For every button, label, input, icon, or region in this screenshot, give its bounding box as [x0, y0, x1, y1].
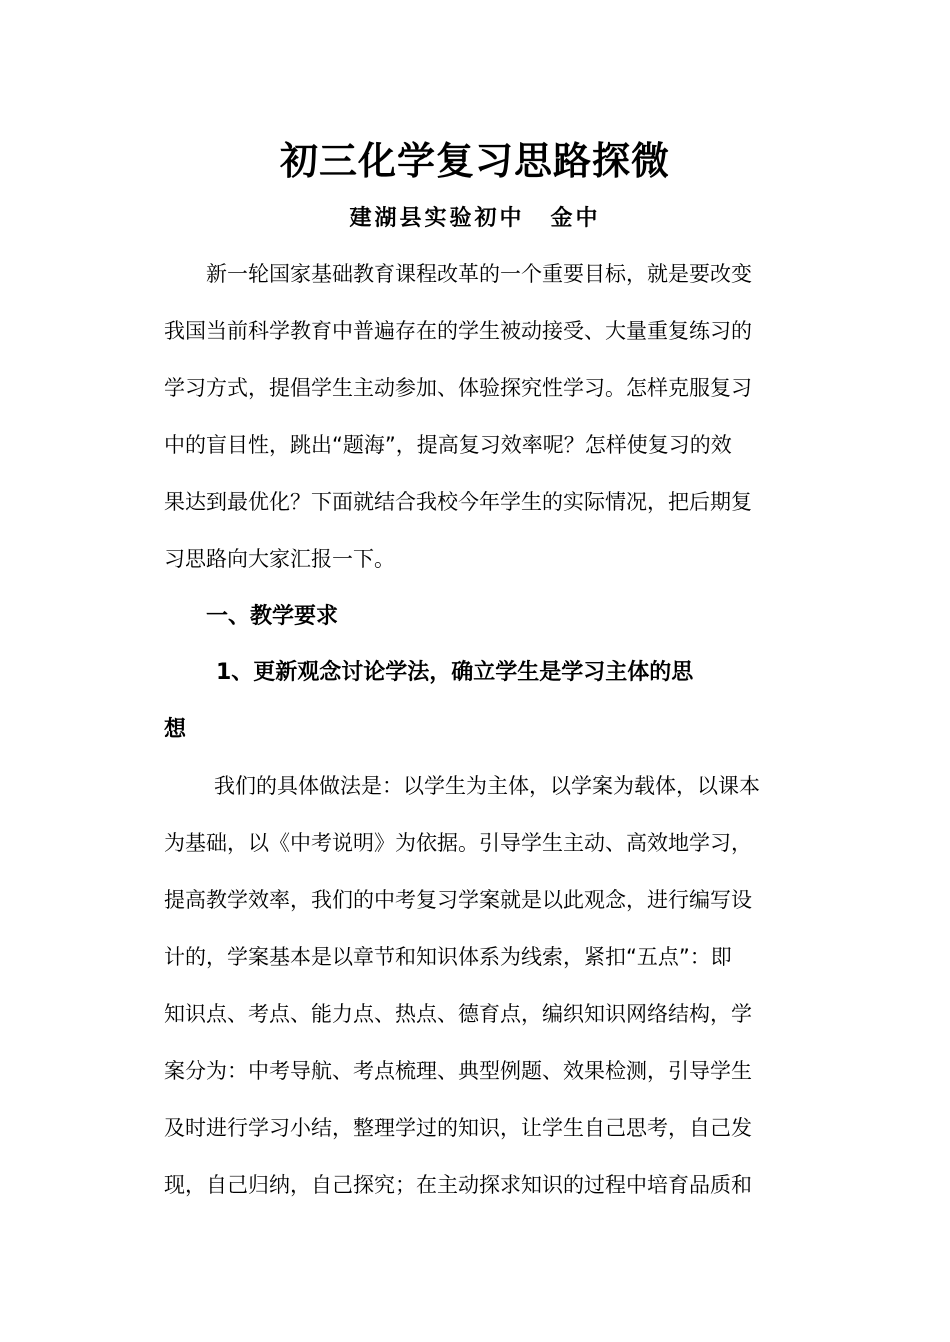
subsection-heading-line: 想	[164, 717, 187, 742]
paragraph-line: 习思路向大家汇报一下。	[164, 547, 395, 571]
paragraph-line: 为基础，以《中考说明》为依据。引导学生主动、高效地学习，	[164, 831, 752, 855]
paragraph-line: 及时进行学习小结，整理学过的知识，让学生自己思考，自己发	[164, 1116, 752, 1140]
paragraph-line: 中的盲目性，跳出“题海”，提高复习效率呢？怎样使复习的效	[164, 433, 732, 457]
document-title: 初三化学复习思路探微	[279, 139, 670, 183]
author-line	[0, 198, 950, 238]
paragraph-line: 新一轮国家基础教育课程改革的一个重要目标，就是要改变	[206, 262, 752, 286]
paragraph-line: 果达到最优化？下面就结合我校今年学生的实际情况，把后期复	[164, 490, 752, 514]
paragraph-line: 案分为：中考导航、考点梳理、典型例题、效果检测，引导学生	[164, 1059, 752, 1083]
paragraph-line: 我们的具体做法是：以学生为主体，以学案为载体，以课本	[214, 774, 760, 798]
author-name: 金中	[550, 205, 601, 231]
paragraph-line: 现，自己归纳，自己探究；在主动探求知识的过程中培育品质和	[164, 1173, 752, 1197]
paragraph-line: 知识点、考点、能力点、热点、德育点，编织知识网络结构，学	[164, 1002, 752, 1026]
paragraph-line: 计的，学案基本是以章节和知识体系为线索，紧扣“五点”：即	[164, 945, 732, 969]
subsection-heading	[164, 644, 786, 758]
paragraph-line: 我国当前科学教育中普遍存在的学生被动接受、大量重复练习的	[164, 319, 752, 343]
paragraph-line: 学习方式，提倡学生主动参加、体验探究性学习。怎样克服复习	[164, 376, 752, 400]
section-heading-text: 一、教学要求	[206, 604, 339, 629]
intro-paragraph	[164, 246, 786, 588]
author-school: 建湖县实验初中	[349, 205, 525, 231]
subsection-heading-line: 1、更新观念讨论学法，确立学生是学习主体的思	[216, 660, 694, 685]
section-heading	[164, 588, 828, 645]
body-paragraph	[164, 758, 786, 1214]
paragraph-line: 提高教学效率，我们的中考复习学案就是以此观念，进行编写设	[164, 888, 752, 912]
